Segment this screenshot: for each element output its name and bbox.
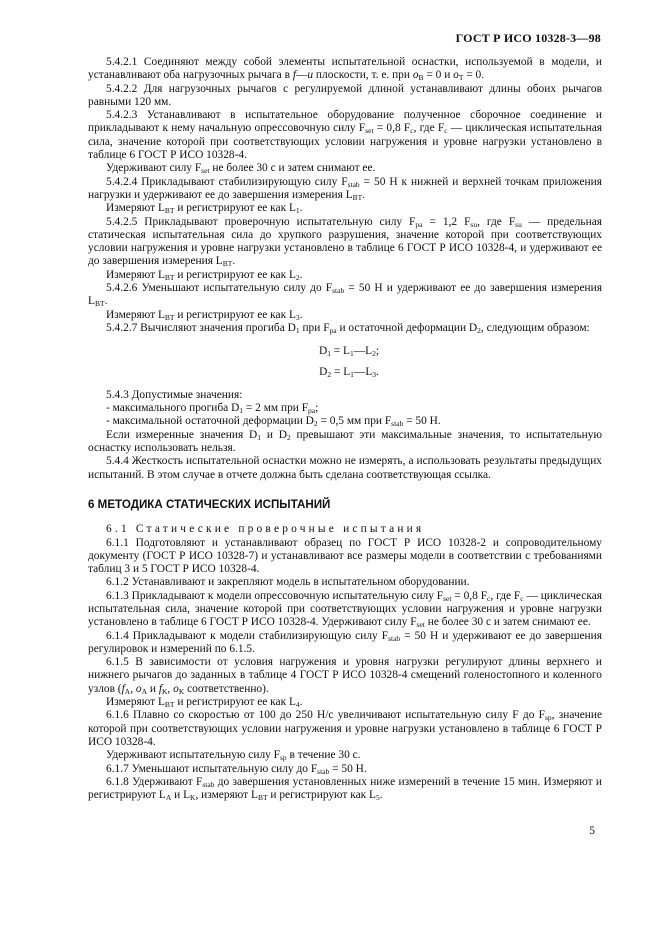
formula-d2: $D_2$ = $L_1—L_3$. — [319, 365, 379, 379]
paragraph-exceed: Если измеренные значения $D_1$ и $D_2$ превышают эти максимальные значения, то испытательную оснастку использовать нельзя. — [88, 428, 602, 455]
paragraph-hold-set: Удерживают силу $F_{set}$ не более 30 с и затем снимают ее. — [106, 162, 376, 176]
paragraph-6-1-4: 6.1.4 Прикладывают к модели стабилизирующую силу $F_{stab} = 50$ Н и удерживают ее до завершения регулировок и измерений по 6.1.5. — [88, 629, 602, 655]
formula-d1: $D_1$ = $L_1—L_2$; — [318, 345, 380, 359]
paragraph-measure-l4: Измеряют $L_{BT}$ и регистрируют ее как $L_4$. — [106, 696, 303, 710]
subsection-title: 6.1 Статические проверочные испытания — [106, 523, 425, 536]
paragraph-5-4-2-3: 5.4.2.3 Устанавливают в испытательное оборудование полученное сборочное соединение и прикладывают к нему начальную опрессовочную силу $F_{set} = 0,8$ $F_c$, где $F_c$ — циклическая испытательная сила, значение которой при соответствующих условии нагружения и уровне нагрузки установлено в таблице 6 ГОСТ Р ИСО 10328-4. — [88, 109, 602, 162]
paragraph-measure-l1: Измеряют $L_{BT}$ и регистрируют ее как $L_1$. — [106, 202, 303, 216]
running-header: ГОСТ Р ИСО 10328-3—98 — [455, 31, 601, 45]
paragraph-6-1-8: 6.1.8 Удерживают $F_{stab}$ до завершения установленных ниже измерений в течение 15 мин. Измеряют и регистрируют $L_A$ и $L_K$, измеряют $L_{BT}$ и регистрируют как $L_5$. — [88, 775, 603, 803]
paragraph-5-4-2-7: 5.4.2.7 Вычисляют значения прогиба $D_1$ при $F_{pa}$ и остаточной деформации $D_2$, следующим образом: — [106, 321, 590, 335]
paragraph-5-4-2-2: 5.4.2.2 Для нагрузочных рычагов с регулируемой длиной устанавливают длины обоих рычагов равными 120 мм. — [88, 82, 602, 108]
section-title: 6 МЕТОДИКА СТАТИЧЕСКИХ ИСПЫТАНИЙ — [88, 497, 331, 511]
paragraph-6-1-6: 6.1.6 Плавно со скоростью от 100 до 250 Н/с увеличивают испытательную силу F до $F_{sp}$, значение которой при соответствующих условии нагружения и уровне нагрузки установлено в таблице 6 ГОСТ Р ИСО 10328-4. — [88, 709, 603, 748]
list-item-max-deflection: - максимального прогиба $D_1 = 2$ мм при $F_{pa}$; — [106, 402, 319, 416]
paragraph-5-4-4: 5.4.4 Жесткость испытательной оснастки можно не измерять, а использовать результаты предыдущих испытаний. В этом случае в отчете должна быть сделана соответствующая ссылка. — [88, 455, 602, 481]
paragraph-6-1-2: 6.1.2 Устанавливают и закрепляют модель в испытательном оборудовании. — [106, 576, 470, 589]
paragraph-hold-sp: Удерживают испытательную силу $F_{sp}$ в течение 30 с. — [106, 749, 361, 763]
paragraph-6-1-7: 6.1.7 Уменьшают испытательную силу до $F_{stab} = 50$ Н. — [106, 762, 367, 776]
paragraph-5-4-2-6: 5.4.2.6 Уменьшают испытательную силу до $F_{stab} = 50$ Н и удерживают ее до завершения измерения $L_{BT}$. — [88, 282, 602, 309]
paragraph-5-4-2-4: 5.4.2.4 Прикладывают стабилизирующую силу $F_{stab} = 50$ Н к нижней и верхней точкам приложения нагрузки и удерживают ее до завершения измерения $L_{BT}$. — [88, 175, 602, 202]
paragraph-5-4-2-5: 5.4.2.5 Прикладывают проверочную испытательную силу $F_{pa} = 1,2$ $F_{su}$, где $F_{su}$ — предельная статическая испытательная сила до хрупкого разрушения, значение которой при соответствующих условии нагружения и уровне нагрузки установлено в таблице 6 ГОСТ Р ИСО 10328-4, и удерживают ее до завершения измерения $L_{BT}$. — [88, 215, 602, 269]
list-item-max-residual: - максимальной остаточной деформации $D_2 = 0,5$ мм при $F_{stab} = 50$ Н. — [106, 415, 441, 429]
page-number: 5 — [589, 825, 595, 837]
paragraph-5-4-3: 5.4.3 Допустимые значения: — [106, 388, 243, 401]
paragraph-measure-l2: Измеряют $L_{BT}$ и регистрируют ее как $L_2$. — [106, 268, 303, 282]
paragraph-6-1-1: 6.1.1 Подготовляют и устанавливают образец по ГОСТ Р ИСО 10328-2 и сопроводительному документу (ГОСТ Р ИСО 10328-7) и устанавливают все размеры модели в соответствии с требованиями таблиц 3 и 5 ГОСТ Р ИСО 10328-4. — [88, 536, 602, 576]
paragraph-6-1-5: 6.1.5 В зависимости от условия нагружения и уровня нагрузки регулируют длины верхнего и нижнего рычагов до заданных в таблице 4 ГОСТ Р ИСО 10328-4 смещений голеностопного и коленного узлов ($f_A$, $o_A$ и $f_K$, $o_K$ соответственно). — [88, 656, 602, 696]
document-body — [88, 56, 602, 802]
paragraph-5-4-2-1: 5.4.2.1 Соединяют между собой элементы испытательной оснастки, используемой в модели, и устанавливают оба нагрузочных рычага в f—u плоскости, т. е. при $o_B = 0$ и $o_T = 0$. — [88, 56, 602, 83]
paragraph-measure-l3: Измеряют $L_{BT}$ и регистрируют ее как $L_3$. — [106, 308, 303, 322]
paragraph-6-1-3: 6.1.3 Прикладывают к модели опрессовочную испытательную силу $F_{set} = 0,8$ $F_c$, где $F_c$ — циклическая испытательная сила, значение которой при соответствующих условии нагружения и уровне нагрузки установлено в таблице 6 ГОСТ Р ИСО 10328-4. Удерживают силу $F_{set}$ не более 30 с и затем снимают ее. — [88, 589, 602, 630]
